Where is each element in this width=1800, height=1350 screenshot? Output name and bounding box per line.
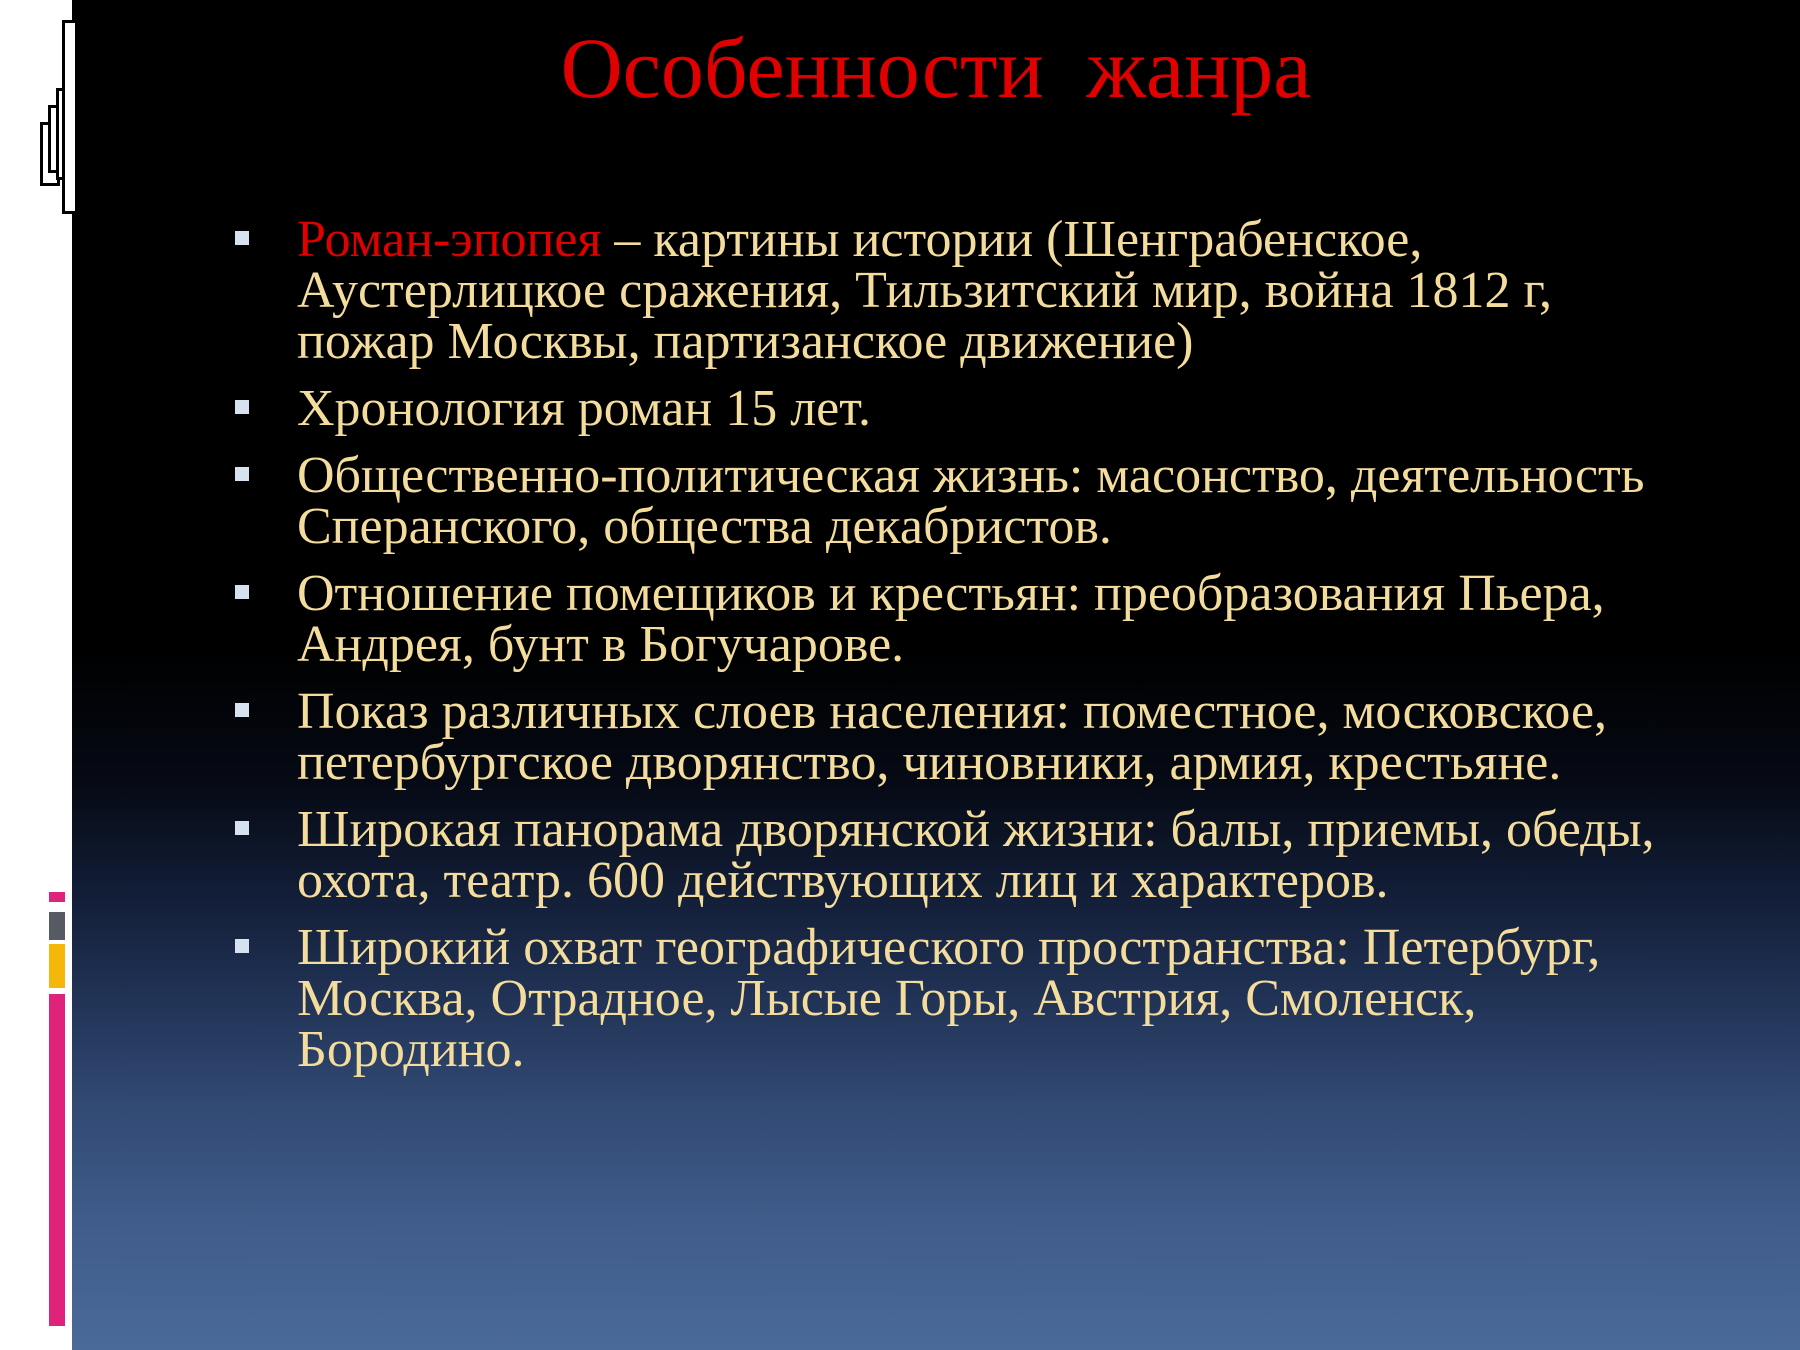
bullet-item xyxy=(230,380,1670,437)
accent-bar-pink-long xyxy=(49,994,65,1326)
accent-bar-pink-small xyxy=(49,892,65,902)
bullet-text: Широкая панорама дворянской жизни: балы, приемы, обеды, охота, театр. 600 действующих лиц и характеров. xyxy=(297,801,1655,909)
bullet-text: Хронология роман 15 лет. xyxy=(297,380,872,437)
bullet-item xyxy=(230,447,1670,555)
bullet-text: Широкий охват географического пространства: Петербург, Москва, Отрадное, Лысые Горы, Австрия, Смоленск, Бородино. xyxy=(297,919,1601,1078)
bullet-highlight: Роман-эпопея xyxy=(297,211,602,268)
bullet-item xyxy=(230,211,1670,370)
square-bullet-icon xyxy=(235,939,249,953)
bullet-text: Отношение помещиков и крестьян: преобразования Пьера, Андрея, бунт в Богучарове. xyxy=(297,565,1605,673)
square-bullet-icon xyxy=(235,703,249,717)
bullet-text: Показ различных слоев населения: поместное, московское, петербургское дворянство, чиновники, армия, крестьяне. xyxy=(297,683,1608,791)
bullet-item xyxy=(230,565,1670,673)
left-strip xyxy=(0,0,72,1350)
square-bullet-icon xyxy=(235,821,249,835)
stacked-documents-icon xyxy=(40,0,72,210)
square-bullet-icon xyxy=(235,585,249,599)
square-bullet-icon xyxy=(235,400,249,414)
square-bullet-icon xyxy=(235,231,249,245)
bullet-item xyxy=(230,919,1670,1078)
square-bullet-icon xyxy=(235,467,249,481)
bullet-text: – картины истории (Шенграбенское, Аустерлицкое сражения, Тильзитский мир, война 1812 г, пожар Москвы, партизанское движение) xyxy=(297,211,1552,370)
bullet-list xyxy=(230,211,1670,1091)
bullet-text: Общественно-политическая жизнь: масонство, деятельность Сперанского, общества декабристов. xyxy=(297,447,1645,555)
bullet-item xyxy=(230,801,1670,909)
slide-title: Особенности жанра xyxy=(560,20,1312,116)
accent-bar-yellow xyxy=(49,944,65,988)
bullet-item xyxy=(230,683,1670,791)
accent-bar-gray xyxy=(49,912,65,940)
